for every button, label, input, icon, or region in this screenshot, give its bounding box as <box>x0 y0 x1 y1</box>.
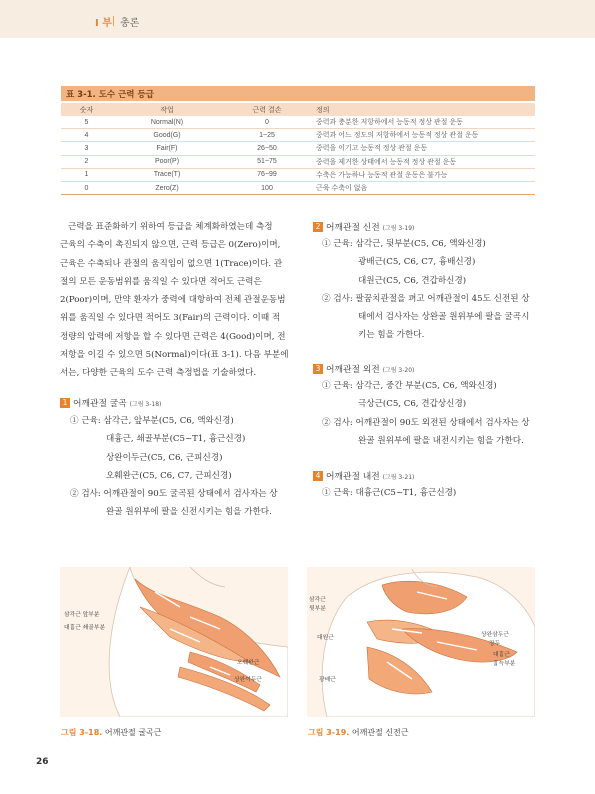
table-row <box>61 155 535 168</box>
section-heading-extension <box>313 220 414 233</box>
table-cell: 51~75 <box>222 155 312 168</box>
table-caption: 표 3-1. 도수 근력 등급 <box>66 90 154 100</box>
table-cell: 2 <box>61 155 112 168</box>
figure-3-18-caption <box>61 727 162 738</box>
section-title: 어깨관절 굴곡 <box>73 399 127 409</box>
table-cell: Poor(P) <box>112 155 222 168</box>
table-cell: 중력을 제거한 상태에서 능동적 정상 관절 운동 <box>312 155 535 168</box>
text-line: 완골 원위부에 팔을 신전시키는 힘을 가한다. <box>106 507 272 518</box>
label-deltoid-posterior-2: 뒷부분 <box>309 606 326 612</box>
table-row <box>61 168 535 181</box>
table-cell: 수축은 가능하나 능동적 관절 운동은 불가능 <box>312 168 535 181</box>
text-line: 근육의 수축이 촉진되지 않으면, 근력 등급은 0(Zero)이며, <box>60 240 281 251</box>
column-header: 정의 <box>312 103 535 116</box>
header-title: 총론 <box>120 18 140 29</box>
table-cell: Trace(T) <box>112 168 222 181</box>
table-cell: 3 <box>61 142 112 155</box>
column-header: 근력 결손 <box>222 103 312 116</box>
label-biceps: 상완이두근 <box>234 677 262 683</box>
label-triceps-1: 상완삼두근 <box>481 632 509 638</box>
figure-caption-text: 어깨관절 굴곡근 <box>104 728 162 737</box>
table-cell: Good(G) <box>112 129 222 142</box>
section-number-badge: 3 <box>313 364 323 374</box>
figure-number: 그림 3-19. <box>308 728 350 737</box>
section-title: 어깨관절 외전 <box>326 365 380 375</box>
text-line: 정량의 압력에 저항을 할 수 있다면 근력은 4(Good)이며, 전 <box>60 331 286 342</box>
figure-3-18-panel <box>60 567 288 717</box>
table-cell: 중력과 충분한 저항하에서 능동적 정상 관절 운동 <box>312 116 535 129</box>
shoulder-flexor-illustration <box>60 567 288 717</box>
table-row <box>61 181 535 194</box>
figure-3-19-caption <box>308 727 409 738</box>
table-cell: 100 <box>222 181 312 194</box>
section-number-badge: 2 <box>313 222 323 232</box>
table-cell: 0 <box>222 116 312 129</box>
label-teres-major: 대원근 <box>317 635 334 641</box>
column-header: 작업 <box>112 103 222 116</box>
text-line: 상완이두근(C5, C6, 근피신경) <box>106 452 223 463</box>
table-cell: 76~99 <box>222 168 312 181</box>
table-cell: 1 <box>61 168 112 181</box>
column-header: 숫자 <box>61 103 112 116</box>
section-body-flexion <box>70 412 295 522</box>
shoulder-extensor-illustration <box>307 567 535 717</box>
table-cell: 근육 수축이 없음 <box>312 181 535 194</box>
table-row <box>61 129 535 142</box>
figure-caption-text: 어깨관절 신전근 <box>351 728 409 737</box>
label-coracobrachialis: 오훼완근 <box>237 660 260 666</box>
header-part: I 부 <box>95 18 112 29</box>
text-line: 저항을 이길 수 있으면 5(Normal)이다(표 3-1). 다음 부분에 <box>60 350 289 361</box>
section-title: 어깨관절 내전 <box>326 472 380 482</box>
figure-3-19-panel <box>307 567 535 717</box>
table-cell: 4 <box>61 129 112 142</box>
header-divider <box>113 16 114 26</box>
label-deltoid-posterior-1: 삼각근 <box>309 597 326 603</box>
text-line: 완골 원위부에 팔을 내전시키는 힘을 가한다. <box>358 435 524 446</box>
text-line: 근육은 수축되나 관절의 움직임이 없으면 1(Trace)이다. 관 <box>60 258 283 269</box>
text-line: 서는, 다양한 근육의 도수 근력 측정법을 기술하였다. <box>60 368 257 379</box>
text-line: 2(Poor)이며, 만약 환자가 중력에 대항하여 전체 관절운동범 <box>60 295 286 306</box>
table-cell: 1~25 <box>222 129 312 142</box>
text-line: ② 검사: 어깨관절이 90도 외전된 상태에서 검사자는 상 <box>322 417 530 428</box>
table-header-row <box>61 103 535 116</box>
text-line: 위를 움직일 수 있다면 적어도 3(Fair)의 근력이다. 이때 적 <box>60 313 281 324</box>
table-cell: Zero(Z) <box>112 181 222 194</box>
figure-reference: (그림 3-18) <box>129 401 162 408</box>
figure-number: 그림 3-18. <box>61 728 103 737</box>
section-body-adduction <box>322 484 552 502</box>
label-triceps-2: 장두 <box>489 641 501 647</box>
text-line: 광배근(C5, C6, C7, 흉배신경) <box>358 257 476 268</box>
table-cell: 0 <box>61 181 112 194</box>
table-cell: 중력을 이기고 능동적 정상 관절 운동 <box>312 142 535 155</box>
text-line: ① 근육: 삼각근, 앞부분(C5, C6, 액와신경) <box>70 416 234 426</box>
table-cell: 26~50 <box>222 142 312 155</box>
text-line: ② 검사: 어깨관절이 90도 굴곡된 상태에서 검사자는 상 <box>70 489 278 500</box>
running-header <box>0 0 595 38</box>
table-cell: Fair(F) <box>112 142 222 155</box>
section-title: 어깨관절 신전 <box>326 223 380 233</box>
table-row <box>61 142 535 155</box>
section-heading-adduction <box>313 469 414 482</box>
section-number-badge: 1 <box>60 398 70 408</box>
label-pectoralis-clavicular: 대흉근 쇄골부분 <box>64 625 106 631</box>
section-heading-flexion <box>60 396 161 409</box>
intro-paragraph <box>60 218 290 383</box>
text-line: 극상근(C5, C6, 견갑상신경) <box>358 399 467 410</box>
text-line: ① 근육: 삼각근, 뒷부분(C5, C6, 액와신경) <box>322 239 486 249</box>
page-number: 26 <box>36 757 49 767</box>
text-line: ② 검사: 팔꿈치관절을 펴고 어깨관절이 45도 신전된 상 <box>322 293 530 304</box>
text-line: ① 근육: 삼각근, 중간 부분(C5, C6, 액와신경) <box>322 381 497 391</box>
label-latissimus: 광배근 <box>319 677 336 683</box>
table-row <box>61 116 535 129</box>
text-line: 절의 모든 운동범위를 움직일 수 있다면 적어도 근력은 <box>60 276 262 287</box>
text-line: 키는 힘을 가한다. <box>358 330 425 341</box>
figure-reference: (그림 3-21) <box>382 474 415 481</box>
text-line: 대원근(C5, C6, 견갑하신경) <box>358 275 467 286</box>
grade-table <box>61 103 535 195</box>
label-deltoid-anterior: 삼각근 앞부분 <box>64 612 100 618</box>
text-line: ① 근육: 대흉근(C5~T1, 흉근신경) <box>322 488 457 498</box>
label-pectoralis-2: 흉늑부분 <box>493 661 516 667</box>
text-line: 태에서 검사자는 상완골 원위부에 팔을 굴곡시 <box>358 312 530 323</box>
label-pectoralis-1: 대흉근 <box>493 652 510 658</box>
table-cell: 5 <box>61 116 112 129</box>
section-number-badge: 4 <box>313 471 323 481</box>
section-body-extension <box>322 235 552 345</box>
figure-reference: (그림 3-19) <box>382 225 415 232</box>
text-line: 오훼완근(C5, C6, C7, 근피신경) <box>106 470 232 481</box>
table-cell: Normal(N) <box>112 116 222 129</box>
section-body-abduction <box>322 377 552 450</box>
text-line: 대흉근, 쇄골부분(C5~T1, 흉근신경) <box>106 434 246 445</box>
table-cell: 중력과 어느 정도의 저항하에서 능동적 정상 관절 운동 <box>312 129 535 142</box>
figure-reference: (그림 3-20) <box>382 367 415 374</box>
section-heading-abduction <box>313 362 414 375</box>
text-line: 근력을 표준화하기 위하여 등급을 체계화하였는데 측정 <box>68 222 273 232</box>
